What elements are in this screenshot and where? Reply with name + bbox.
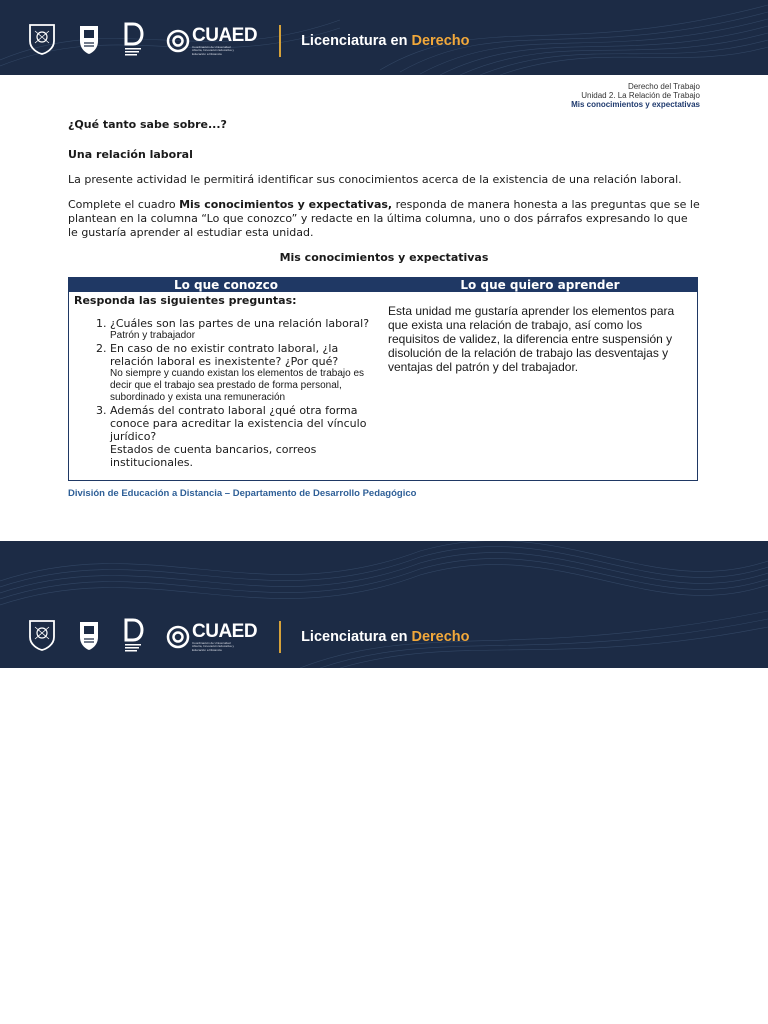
banner-divider (279, 25, 281, 57)
cuaed-swirl-icon (166, 625, 190, 649)
program-prefix: Licenciatura en (301, 33, 408, 49)
table-title: Mis conocimientos y expectativas (279, 251, 489, 264)
program-accent: Derecho (411, 33, 470, 49)
learn-cell (383, 292, 698, 481)
instr-after: responda de manera honesta a las preguntas que se le plantean en la columna “Lo que conozco” y redacte en la última columna, uno o dos párrafos expresando lo que le gustaría aprender al estudiar esta unidad. (68, 198, 700, 239)
questions-prompt: Responda las siguientes preguntas: (74, 294, 297, 307)
cuaed-subtitle: Coordinación de Universidad Abierta, Innovación Educativa y Educación a Distancia (192, 44, 235, 56)
subject-label: Derecho del Trabajo (627, 82, 700, 91)
learn-text: Esta unidad me gustaría aprender los elementos para que exista una relación de trabajo, así como los requisitos de validez, la diferencia entre suspensión y disolución de la relación de trabajo las desventajas y ventajas del patrón y del trabajador. (388, 304, 675, 374)
cuaed-logo (166, 622, 257, 653)
answer-text: Estados de cuenta bancarios, correos institucionales. (110, 443, 317, 469)
banner-logos (28, 618, 470, 656)
cuaed-swirl-icon (166, 29, 190, 53)
answer-text: Patrón y trabajador (110, 330, 196, 341)
question-item (110, 317, 378, 342)
cuaed-logo (166, 26, 257, 57)
question-text: ¿Cuáles son las partes de una relación laboral? (110, 317, 370, 330)
question-text: Además del contrato laboral ¿qué otra forma conoce para acreditar la existencia del vínculo jurídico? (110, 404, 367, 443)
know-cell (69, 292, 384, 481)
cuaed-subtitle: Coordinación de Universidad Abierta, Innovación Educativa y Educación a Distancia (192, 640, 235, 652)
col-header-learn: Lo que quiero aprender (383, 278, 698, 293)
banner-logos (28, 22, 470, 60)
instr-bold: Mis conocimientos y expectativas, (179, 198, 393, 211)
program-title (301, 33, 469, 49)
instr-before: Complete el cuadro (68, 198, 180, 211)
top-banner (0, 0, 768, 75)
division-logo-icon (122, 618, 144, 656)
question-text: En caso de no existir contrato laboral, ¿la relación laboral es inexistente? ¿Por qué? (110, 342, 339, 368)
cuaed-name: CUAED (192, 24, 258, 46)
knowledge-table (68, 277, 698, 481)
answer-text: No siempre y cuando existan los elementos de trabajo es decir que el trabajo sea prestado de forma personal, subordinado y exista una remuneración (110, 368, 365, 403)
unit-label: Unidad 2. La Relación de Trabajo (581, 91, 700, 100)
table-header-row (69, 278, 698, 293)
document-header (571, 82, 700, 109)
intro-paragraph: La presente actividad le permitirá identificar sus conocimientos acerca de la existencia de una relación laboral. (68, 173, 682, 186)
question-item (110, 404, 378, 469)
activity-label: Mis conocimientos y expectativas (571, 100, 700, 109)
banner-divider (279, 621, 281, 653)
question-item (110, 342, 378, 404)
program-accent: Derecho (411, 629, 470, 645)
faculty-shield-icon (78, 619, 100, 655)
program-prefix: Licenciatura en (301, 629, 408, 645)
bottom-banner (0, 541, 768, 668)
col-header-know: Lo que conozco (69, 278, 384, 293)
main-content (68, 118, 700, 481)
program-title (301, 629, 469, 645)
section-title: ¿Qué tanto sabe sobre...? (68, 118, 227, 131)
footer-note: División de Educación a Distancia – Departamento de Desarrollo Pedagógico (68, 488, 417, 499)
table-row (69, 292, 698, 481)
questions-list (74, 317, 378, 469)
instructions-paragraph (68, 198, 700, 240)
unam-shield-icon (28, 23, 56, 59)
faculty-shield-icon (78, 23, 100, 59)
unam-shield-icon (28, 619, 56, 655)
division-logo-icon (122, 22, 144, 60)
relation-title: Una relación laboral (68, 148, 193, 161)
cuaed-name: CUAED (192, 620, 258, 642)
